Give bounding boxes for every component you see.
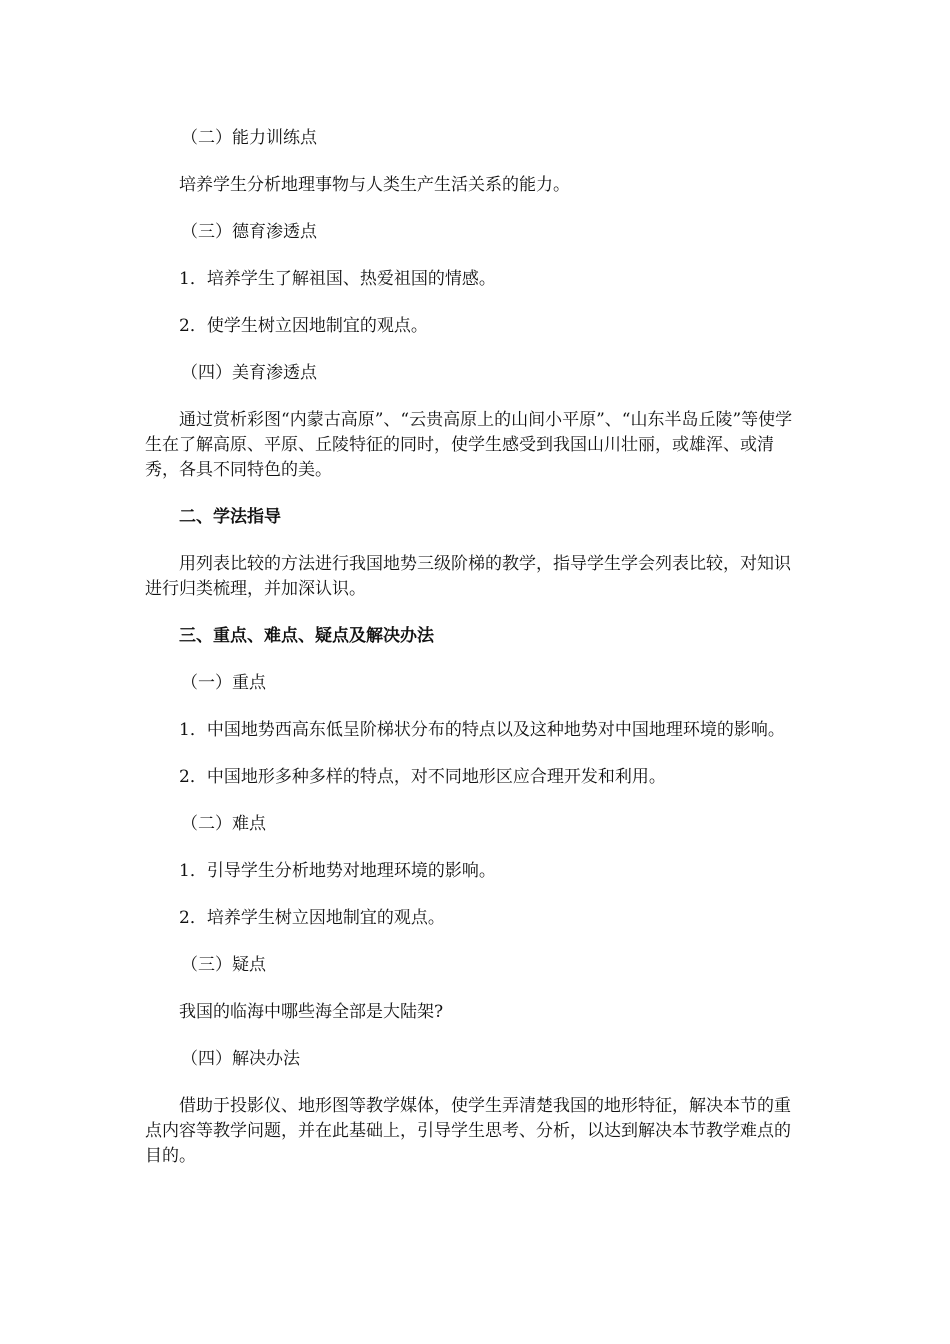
subheading-doubt: （三）疑点: [181, 955, 266, 975]
paragraph-aesthetic: 通过赏析彩图“内蒙古高原”、“云贵高原上的山间小平原”、“山东半岛丘陵”等使学生在了解高原、平原、丘陵特征的同时，使学生感受到我国山川壮丽，或雄浑、或清秀，各具不同特色的美。: [145, 410, 793, 480]
heading-study-method: 二、学法指导: [179, 507, 281, 527]
subheading-moral: （三）德育渗透点: [181, 222, 317, 242]
paragraph-doubt: 我国的临海中哪些海全部是大陆架?: [179, 1002, 444, 1022]
subheading-key: （一）重点: [181, 673, 266, 693]
document-body: [145, 126, 807, 1191]
subheading-aesthetic: （四）美育渗透点: [181, 363, 317, 383]
list-item-moral-1: 1．培养学生了解祖国、热爱祖国的情感。: [179, 269, 496, 289]
subheading-difficult: （二）难点: [181, 814, 266, 834]
list-item-key-2: 2．中国地形多种多样的特点，对不同地形区应合理开发和利用。: [179, 767, 666, 787]
list-item-key-1: 1．中国地势西高东低呈阶梯状分布的特点以及这种地势对中国地理环境的影响。: [179, 720, 785, 740]
heading-key-points: 三、重点、难点、疑点及解决办法: [179, 626, 434, 646]
paragraph-solution: 借助于投影仪、地形图等教学媒体，使学生弄清楚我国的地形特征，解决本节的重点内容等教学问题，并在此基础上，引导学生思考、分析，以达到解决本节教学难点的目的。: [145, 1096, 791, 1166]
list-item-difficult-1: 1．引导学生分析地势对地理环境的影响。: [179, 861, 496, 881]
paragraph-study-method: 用列表比较的方法进行我国地势三级阶梯的教学，指导学生学会列表比较，对知识进行归类梳理，并加深认识。: [145, 554, 791, 599]
list-item-moral-2: 2．使学生树立因地制宜的观点。: [179, 316, 428, 336]
paragraph-ability: 培养学生分析地理事物与人类生产生活关系的能力。: [179, 175, 570, 195]
list-item-difficult-2: 2．培养学生树立因地制宜的观点。: [179, 908, 445, 928]
subheading-solution: （四）解决办法: [181, 1049, 300, 1069]
subheading-ability: （二）能力训练点: [181, 128, 317, 148]
